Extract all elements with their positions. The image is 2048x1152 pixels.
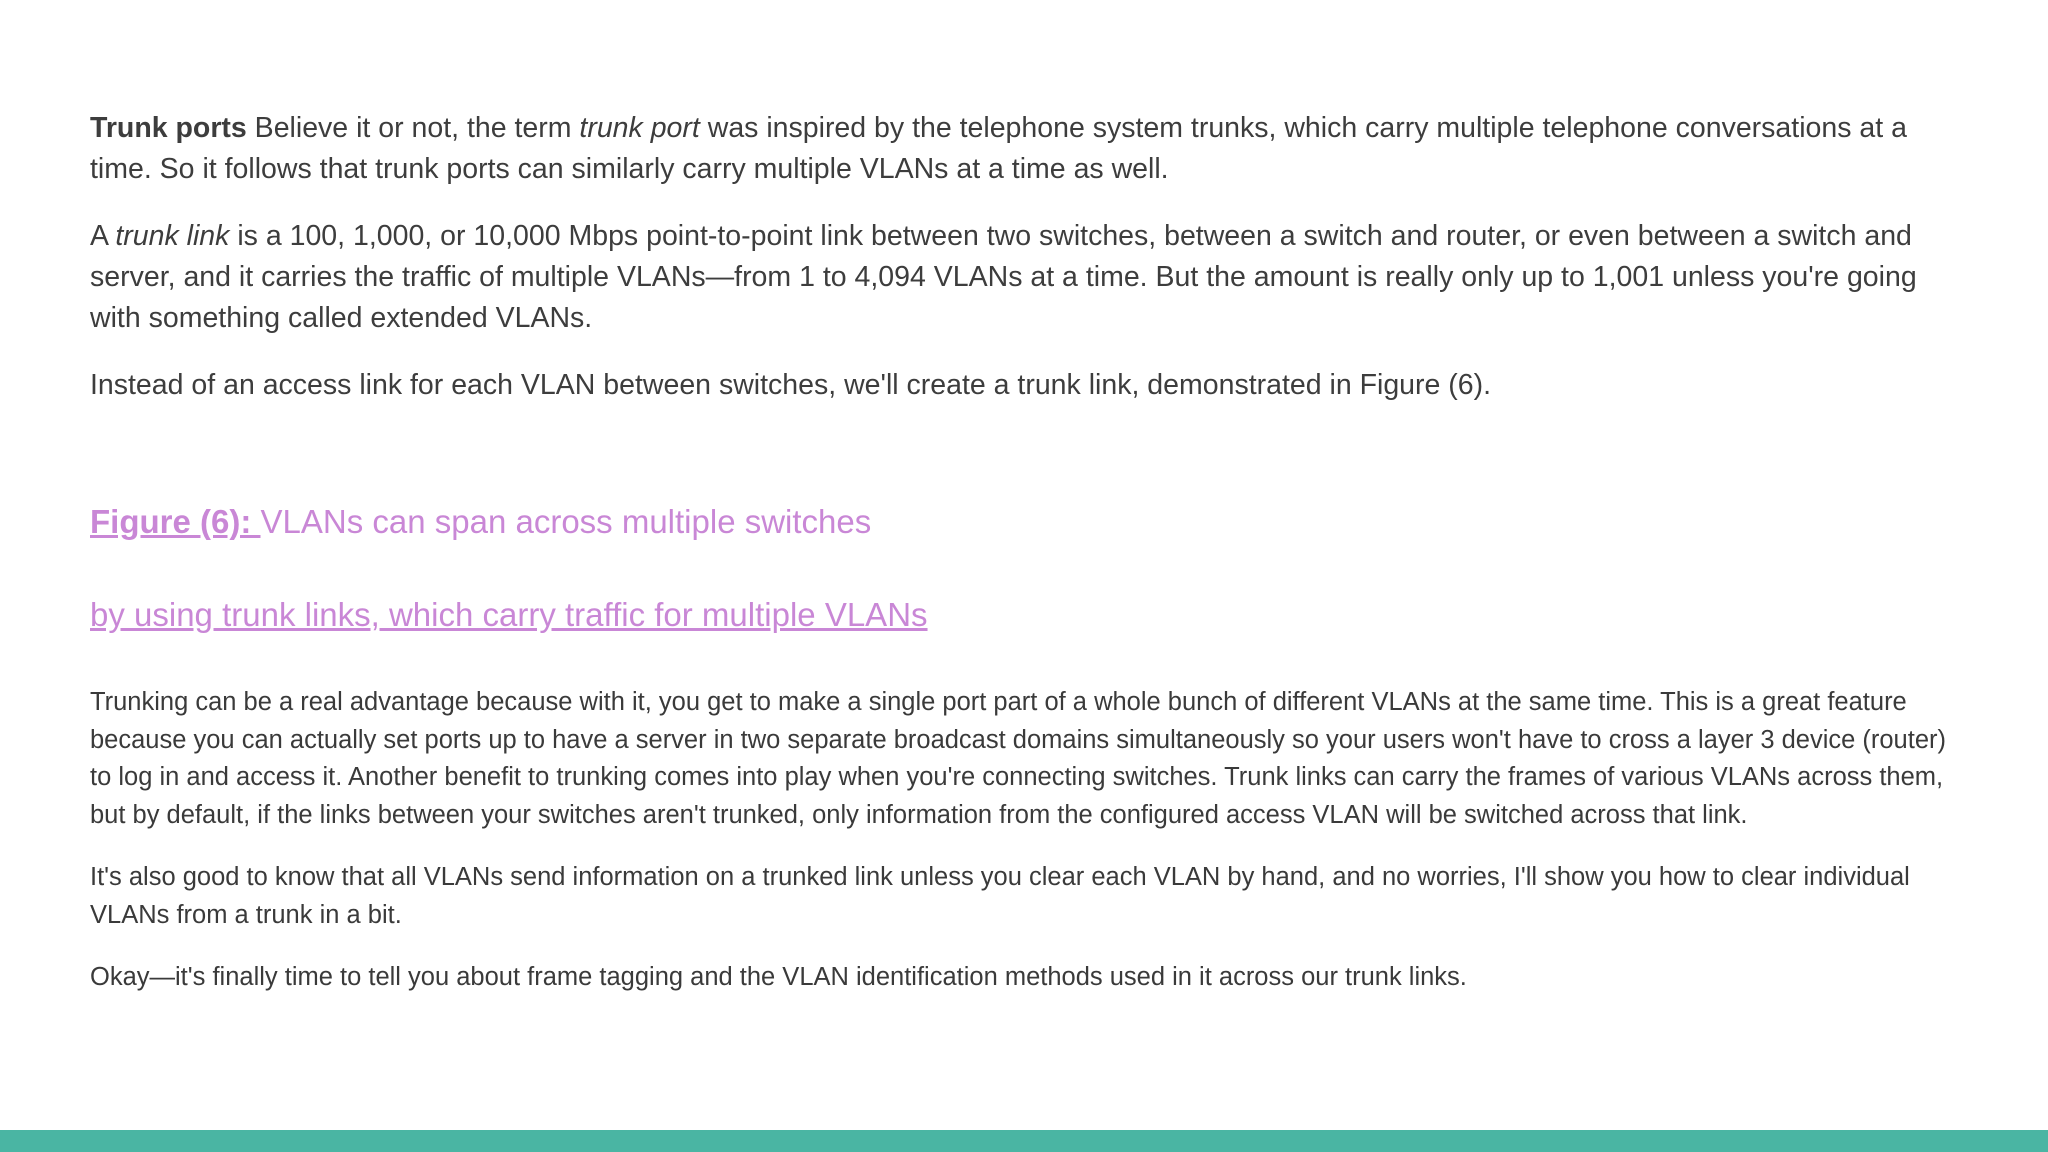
- paragraph-clear-vlans: It's also good to know that all VLANs send information on a trunked link unless you clear each VLAN by hand, and no worries, I'll show you how to clear individual VLANs from a trunk in a bit.: [90, 863, 1910, 929]
- figure-caption-link[interactable]: by using trunk links, which carry traffic for multiple VLANs: [90, 596, 928, 633]
- term-trunk-link: trunk link: [115, 220, 230, 252]
- lower-text-block: [90, 684, 1970, 1022]
- footer-bar: [0, 1130, 2048, 1152]
- figure-label-link[interactable]: Figure (6):: [90, 503, 261, 540]
- figure-caption-line2: [90, 595, 928, 635]
- paragraph-frame-tagging: Okay—it's finally time to tell you about frame tagging and the VLAN identification methods used in it across our trunk links.: [90, 963, 1467, 991]
- figure-caption-line1: [90, 502, 871, 542]
- paragraph-text: is a 100, 1,000, or 10,000 Mbps point-to-point link between two switches, between a switch and router, or even between a switch and server, and it carries the traffic of multiple VLANs—from 1 to 4,094 VLANs at a time. But the amount is really only up to 1,001 unless you're going with something called extended VLANs.: [90, 220, 1917, 334]
- paragraph-text: was inspired by the telephone system trunks, which carry multiple telephone conversations at a time. So it follows that trunk ports can similarly carry multiple VLANs at a time as well.: [90, 112, 1907, 185]
- paragraph-trunk-link: [90, 216, 1970, 339]
- paragraph-figure-reference: Instead of an access link for each VLAN between switches, we'll create a trunk link, demonstrated in Figure (6).: [90, 369, 1492, 401]
- paragraph-text: Believe it or not, the term: [246, 112, 580, 144]
- figure-caption-text: VLANs can span across multiple switches: [260, 503, 872, 540]
- upper-text-block: [90, 108, 1970, 432]
- paragraph-text: A: [90, 220, 116, 252]
- term-trunk-port: trunk port: [579, 112, 700, 144]
- paragraph-trunk-ports: [90, 108, 1970, 190]
- trunk-ports-heading: Trunk ports: [90, 112, 247, 144]
- paragraph-trunking-advantage: Trunking can be a real advantage because with it, you get to make a single port part of a whole bunch of different VLANs at the same time. This is a great feature because you can actually set ports up to have a server in two separate broadcast domains simultaneously so your users won't have to cross a layer 3 device (router) to log in and access it. Another benefit to trunking comes into play when you're connecting switches. Trunk links can carry the frames of various VLANs across them, but by default, if the links between your switches aren't trunked, only information from the configured access VLAN will be switched across that link.: [90, 688, 1946, 829]
